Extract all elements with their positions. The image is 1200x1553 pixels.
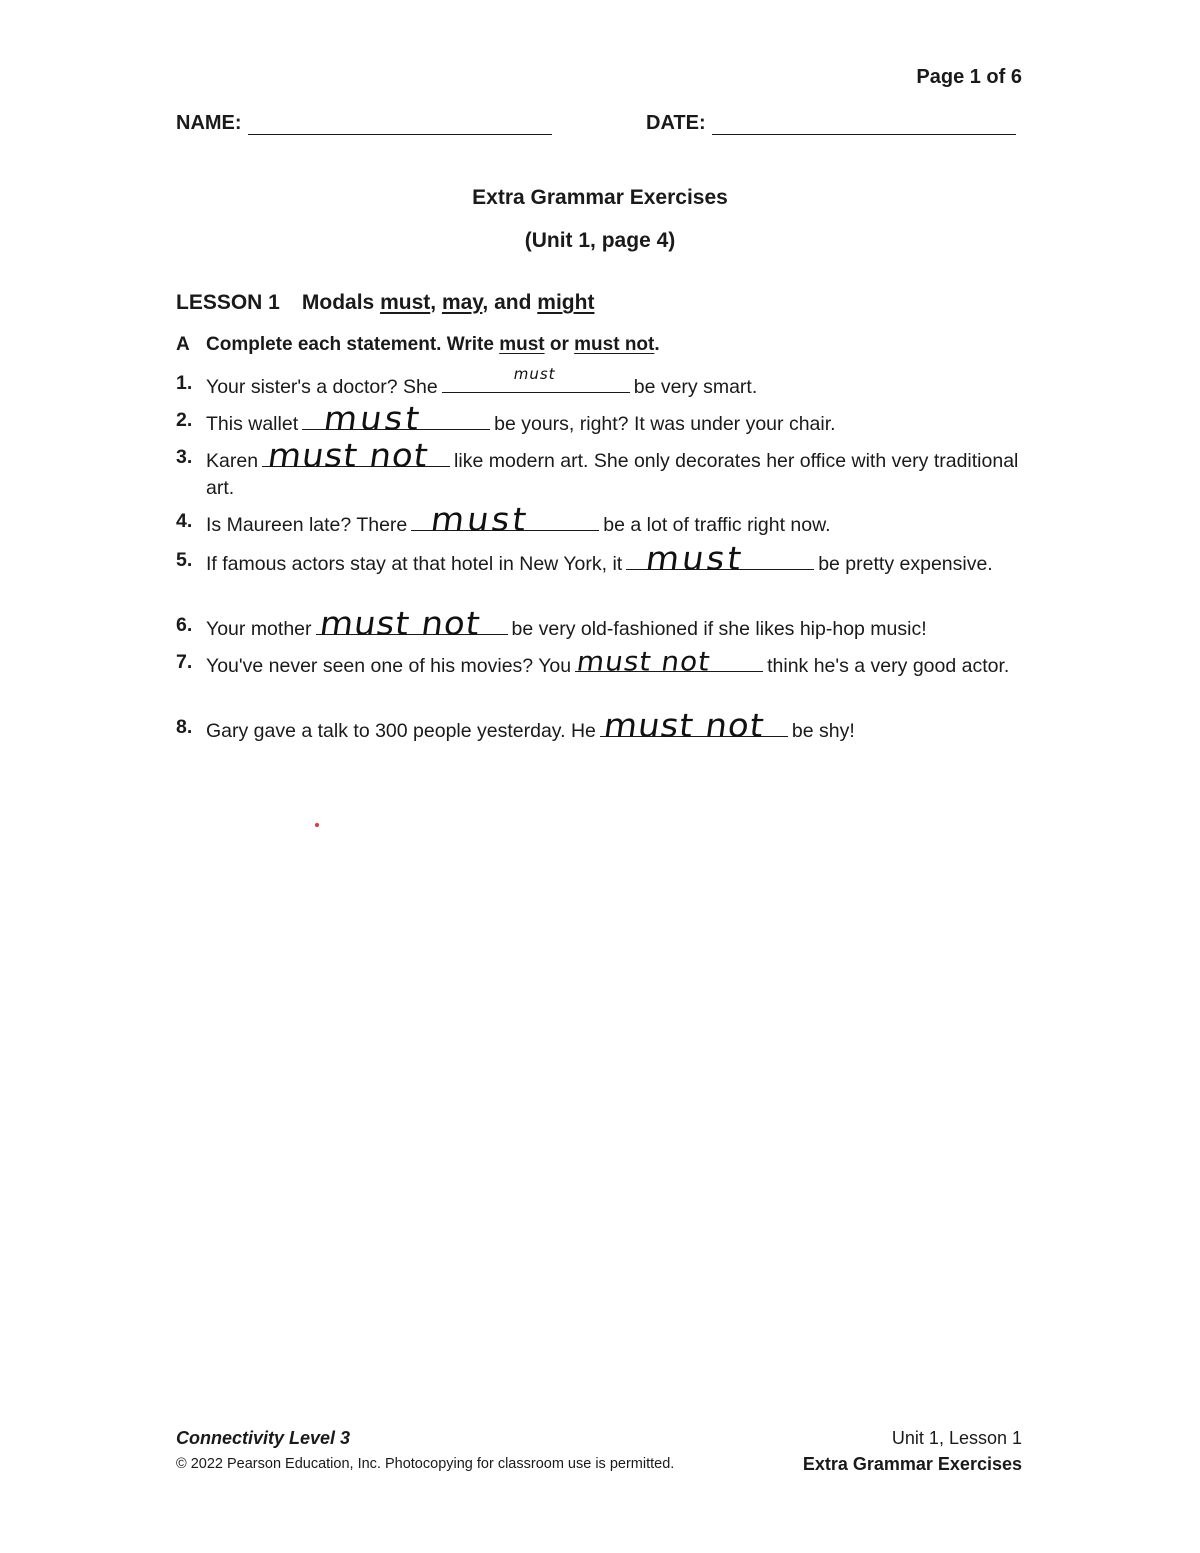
handwritten-answer: must not: [265, 437, 431, 476]
name-line: [248, 114, 552, 135]
answer-blank[interactable]: [600, 707, 788, 746]
item-text-before: Your sister's a doctor? She: [206, 376, 438, 398]
exercise-item: [176, 400, 1036, 439]
exercise-item: [176, 437, 1036, 502]
answer-blank[interactable]: [442, 365, 630, 393]
item-number: 1.: [176, 372, 193, 394]
item-text-after: be shy!: [791, 720, 855, 742]
item-number: 2.: [176, 409, 193, 431]
footer-doc-type: Extra Grammar Exercises: [802, 1454, 1022, 1474]
item-text-after: be a lot of traffic right now.: [603, 514, 831, 536]
handwritten-answer: must not: [574, 645, 713, 678]
date-field: [646, 112, 1016, 135]
item-text-before: Karen: [206, 450, 259, 472]
handwritten-answer: must: [321, 400, 425, 439]
exercise-item: [176, 365, 1036, 401]
lesson-heading: [176, 291, 594, 315]
item-text-before: This wallet: [206, 413, 299, 435]
date-line: [712, 114, 1016, 135]
stray-ink-dot: [315, 823, 319, 827]
footer-unit-lesson: Unit 1, Lesson 1: [891, 1428, 1022, 1448]
item-number: 3.: [176, 446, 193, 468]
answer-blank[interactable]: [262, 437, 450, 476]
section-letter: A: [176, 334, 190, 355]
exercise-item: [176, 645, 1036, 680]
item-text-after: be yours, right? It was under your chair.: [494, 413, 836, 435]
instr-word-must: must: [499, 334, 545, 355]
item-number: 4.: [176, 510, 193, 532]
worksheet-subtitle: (Unit 1, page 4): [524, 229, 676, 252]
lesson-number: LESSON 1: [176, 291, 280, 314]
date-label: DATE:: [646, 112, 706, 134]
item-text-before: Gary gave a talk to 300 people yesterday. He: [206, 720, 596, 742]
item-text-before: You've never seen one of his movies? You: [206, 655, 572, 677]
lesson-word-may: may: [441, 291, 483, 314]
handwritten-answer: must: [513, 365, 556, 383]
lesson-word-might: might: [537, 291, 595, 314]
footer-book-title: Connectivity Level 3: [176, 1428, 351, 1448]
handwritten-answer: must: [643, 540, 747, 579]
lesson-word-must: must: [380, 291, 431, 314]
instr-word-must-not: must not: [574, 334, 655, 355]
item-number: 8.: [176, 716, 193, 738]
handwritten-answer: must not: [316, 605, 483, 644]
page-number: Page 1 of 6: [916, 66, 1022, 88]
answer-blank[interactable]: [316, 605, 508, 644]
exercise-item: [176, 707, 1036, 746]
lesson-sep-2: , and: [482, 291, 532, 314]
item-text-after: be very smart.: [633, 376, 758, 398]
item-text-after: like modern art. She only decorates her office with very traditional art.: [206, 450, 1019, 499]
item-number: 6.: [176, 614, 193, 636]
instr-mid: or: [549, 334, 569, 355]
answer-blank[interactable]: [574, 645, 763, 678]
item-number: 7.: [176, 651, 193, 673]
answer-blank[interactable]: [626, 540, 814, 579]
lesson-sep-1: ,: [430, 291, 437, 314]
section-a-instructions: [176, 334, 660, 356]
item-number: 5.: [176, 549, 193, 571]
instr-end: .: [654, 334, 660, 355]
item-text-before: Is Maureen late? There: [206, 514, 408, 536]
handwritten-answer: must not: [601, 707, 767, 746]
exercise-item: [176, 501, 1036, 540]
exercise-item: [176, 605, 1036, 644]
handwritten-answer: must: [428, 501, 532, 540]
item-text-before: Your mother: [206, 618, 312, 640]
lesson-title-prefix: Modals: [301, 291, 375, 314]
item-text-after: be very old-fashioned if she likes hip-hop music!: [511, 618, 927, 640]
item-text-before: If famous actors stay at that hotel in New York, it: [206, 553, 623, 575]
worksheet-title: Extra Grammar Exercises: [472, 186, 728, 209]
name-label: NAME:: [176, 112, 242, 134]
answer-blank[interactable]: [302, 400, 490, 439]
footer-copyright: © 2022 Pearson Education, Inc. Photocopying for classroom use is permitted.: [176, 1456, 675, 1472]
item-text-after: be pretty expensive.: [818, 553, 993, 575]
instr-prefix: Complete each statement. Write: [206, 334, 494, 355]
name-field: [176, 112, 552, 135]
answer-blank[interactable]: [411, 501, 599, 540]
exercise-item: [176, 540, 1036, 579]
item-text-after: think he's a very good actor.: [767, 655, 1010, 677]
